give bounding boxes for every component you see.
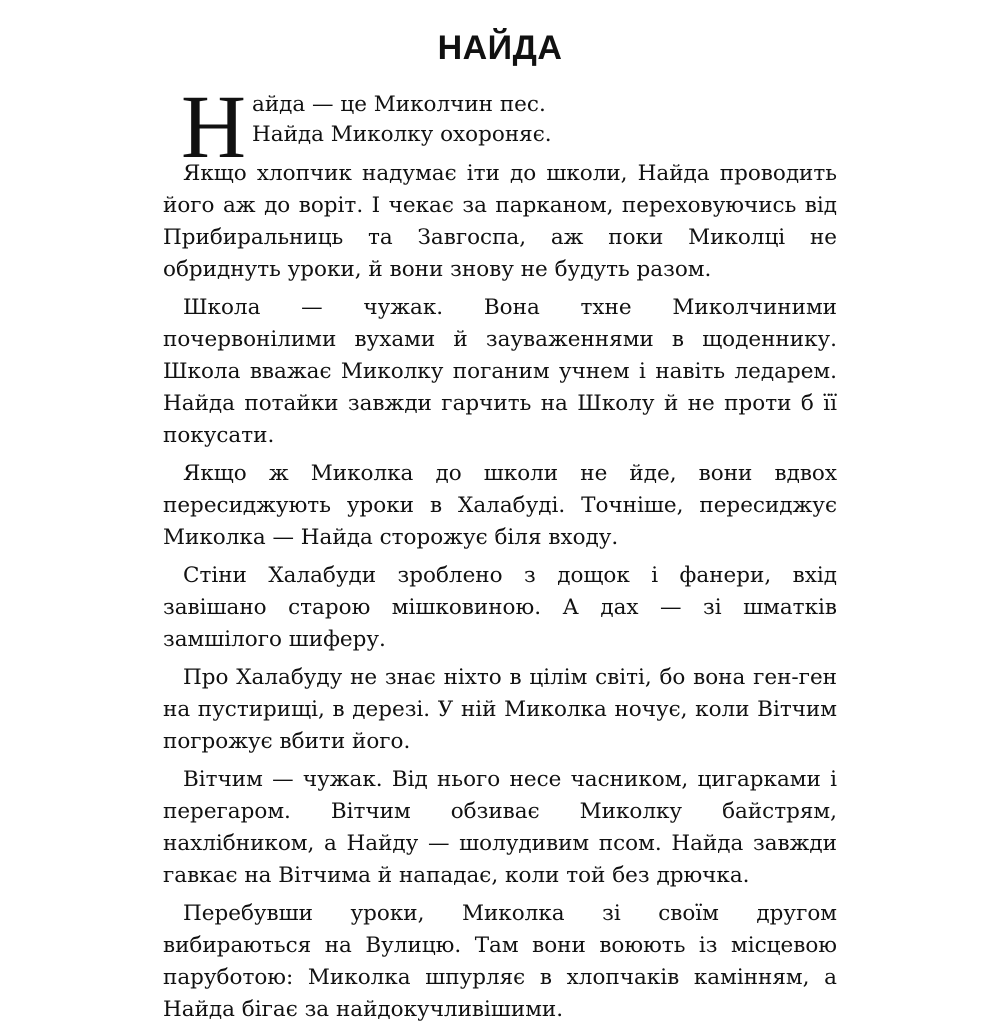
page <box>163 28 837 1026</box>
intro-lines <box>252 90 552 150</box>
drop-cap: Н <box>181 78 246 177</box>
page-title: НАЙДА <box>437 29 563 67</box>
intro-line-1: айда — це Миколчин пес. <box>252 92 546 117</box>
paragraph: Якщо хлопчик надумає іти до школи, Найда проводить його аж до воріт. І чекає за парканом, переховуючись від Прибиральниць та Завгоспа, аж поки Миколці не обриднуть уроки, й вони знову не будуть разом. <box>163 161 837 282</box>
intro-line-2: Найда Миколку охороняє. <box>252 122 552 147</box>
paragraph: Перебувши уроки, Миколка зі своїм другом вибираються на Вулицю. Там вони воюють із місцевою паруботою: Миколка шпурляє в хлопчаків камінням, а Найда бігає за найдокучливішими. <box>163 901 837 1022</box>
intro-block <box>163 78 837 177</box>
paragraph: Школа — чужак. Вона тхне Миколчиними почервонілими вухами й зауваженнями в щоденнику. Школа вважає Миколку поганим учнем і навіть ледарем. Найда потайки завжди гарчить на Школу й не проти б її покусати. <box>163 295 837 448</box>
paragraph: Вітчим — чужак. Від нього несе часником, цигарками і перегаром. Вітчим обзиває Миколку байстрям, нахлібником, а Найду — шолудивим псом. Найда завжди гавкає на Вітчима й нападає, коли той без дрючка. <box>163 767 837 888</box>
paragraph: Якщо ж Миколка до школи не йде, вони вдвох пересиджують уроки в Халабуді. Точніше, пересиджує Миколка — Найда сторожує біля входу. <box>163 461 837 550</box>
paragraph: Про Халабуду не знає ніхто в цілім світі, бо вона ген-ген на пустирищі, в дерезі. У ній Миколка ночує, коли Вітчим погрожує вбити його. <box>163 665 837 754</box>
paragraph: Стіни Халабуди зроблено з дощок і фанери, вхід завішано старою мішковиною. А дах — зі шматків замшілого шиферу. <box>163 563 837 652</box>
story-text <box>163 78 837 1026</box>
